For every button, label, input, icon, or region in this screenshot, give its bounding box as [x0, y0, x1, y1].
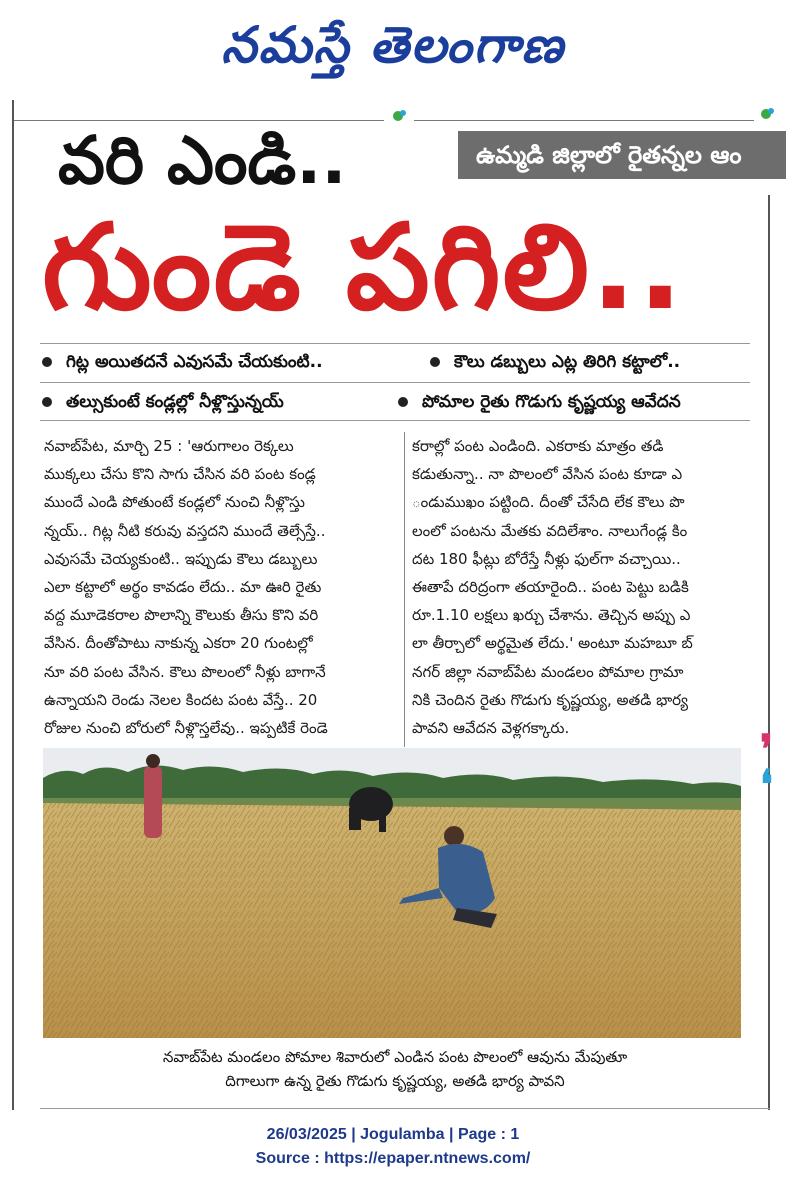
article-line: ముందే ఎండి పోతుంటే కండ్లలో నుంచి నీళ్లొస్తు: [44, 493, 305, 512]
photo-farmer-dried-field-icon: [43, 748, 741, 1038]
masthead: [0, 6, 786, 84]
article-line: లా తీర్చాలో అర్థమైత లేదు.' అంటూ మహబూ బ్: [412, 634, 693, 653]
footer-source-link[interactable]: Source : https://epaper.ntnews.com/: [255, 1150, 531, 1167]
article-line: ఈతాపే దరిద్రంగా తయారైంది.. పంట పెట్టు బడికి: [412, 578, 689, 597]
news-photo: [43, 748, 741, 1038]
bullet-dot-icon: [398, 397, 408, 407]
headline-line-2: గుండె పగిలి..: [42, 198, 685, 336]
article-line: కరాల్లో పంట ఎండింది. ఎకరాకు మాత్రం తడి: [412, 437, 664, 455]
bullet-dot-icon: [42, 357, 52, 367]
top-divider-right: [414, 120, 754, 121]
photo-caption: [60, 1045, 730, 1093]
article-line: నవాబ్‌పేట, మార్చి 25 : 'ఆరుగాలం రెక్కలు: [44, 437, 294, 455]
caption-bottom-rule: [40, 1108, 770, 1109]
kicker-bar: ఉమ్మడి జిల్లాలో రైతన్నల ఆం: [458, 131, 786, 179]
caption-line: నవాబ్‌పేట మండలం పోమాల శివారులో ఎండిన పంట పొలంలో ఆవును మేపుతూ: [162, 1048, 628, 1066]
article-line: ండుముఖం పట్టింది. దీంతో చేసేది లేక కౌలు పొ: [412, 493, 685, 512]
quote-close-icon: ❛: [760, 761, 773, 808]
bullet-dot-icon: [430, 357, 440, 367]
bullet-bottom-rule: [40, 420, 750, 421]
headline-line-1: వరి ఎండి..: [58, 122, 347, 199]
article-line: ఎలా కట్టాలో అర్థం కావడం లేదు.. మా ఊరి రైతు: [44, 578, 322, 597]
article-left-column: [44, 432, 384, 742]
bullet-dot-icon: [42, 397, 52, 407]
article-line: ఎవుసమే చెయ్యకుంటి.. ఇప్పుడు కౌలు డబ్బులు: [44, 549, 318, 568]
column-divider: [404, 432, 405, 747]
bullet-item: గిట్ల అయితదనే ఎవుసమే చేయకుంటి..: [42, 352, 323, 376]
bullet-top-rule: [40, 343, 750, 344]
footer-date-edition: 26/03/2025 | Jogulamba | Page : 1: [266, 1126, 520, 1143]
article-right-column: [412, 432, 752, 742]
article-line: పావని ఆవేదన వెళ్లగక్కారు.: [412, 719, 570, 738]
bullet-item: పోమాల రైతు గొడుగు కృష్ణయ్య ఆవేదన: [398, 392, 681, 416]
bullet-item: తల్సుకుంటే కండ్లల్లో నీళ్లొస్తున్నయ్: [42, 392, 284, 416]
right-column-rule: [768, 195, 770, 1110]
article-line: ఉన్నాయని రెండు నెలల కిందట పంట వేస్తే.. 20: [44, 690, 318, 709]
article-line: వద్ద మూడెకరాల పొలాన్ని కౌలుకు తీసు కొని వరి: [44, 606, 319, 625]
article-line: రూ.1.10 లక్షలు ఖర్చు చేశాను. తెచ్చిన అప్పు ఎ: [412, 606, 691, 625]
article-line: లంలో పంటను మేతకు వదిలేశాం. నాలుగేండ్ల కిం: [412, 521, 688, 540]
bullet-item: కౌలు డబ్బులు ఎట్ల తిరిగి కట్టాలో..: [430, 352, 680, 376]
caption-line: దిగాలుగా ఉన్న రైతు గొడుగు కృష్ణయ్య, అతడి భార్య పావని: [225, 1072, 565, 1090]
article-line: వేసిన. దీంతోపాటు నాకున్న ఎకరా 20 గుంటల్లో: [44, 634, 313, 653]
article-line: నగర్ జిల్లా నవాబ్‌పేట మండలం పోమాల గ్రామా: [412, 662, 684, 681]
article-line: రోజుల నుంచి బోరులో నీళ్లొస్తలేవు.. ఇప్పటికే రెండె: [44, 719, 328, 738]
article-line: దట 180 ఫీట్లు బోరేస్తే నీళ్లు ఫుల్‌గా వచ్చాయి..: [412, 549, 681, 568]
leaf-icon: [392, 108, 408, 124]
article-line: న్నయ్.. గిట్ల నీటి కరువు వస్తదని ముందే తెల్సేస్తే..: [44, 521, 326, 540]
article-line: నూ వరి పంట వేసిన. కౌలు పొలంలో నీళ్లు బాగానే: [44, 662, 326, 681]
article-line: నికి చెందిన రైతు గొడుగు కృష్ణయ్య, అతడి భార్య: [412, 690, 688, 709]
newspaper-logo: నమస్తే తెలంగాణ: [221, 15, 565, 74]
bullet-mid-rule: [40, 382, 750, 383]
article-line: కడుతున్నా.. నా పొలంలో వేసిన పంట కూడా ఎ: [412, 465, 683, 484]
leaf-icon: [760, 106, 776, 122]
left-column-rule: [12, 100, 14, 1110]
article-line: ముక్కలు చేసు కొని సాగు చేసిన వరి పంట కండ్ల: [44, 465, 316, 484]
quote-open-icon: ❜: [760, 726, 773, 773]
